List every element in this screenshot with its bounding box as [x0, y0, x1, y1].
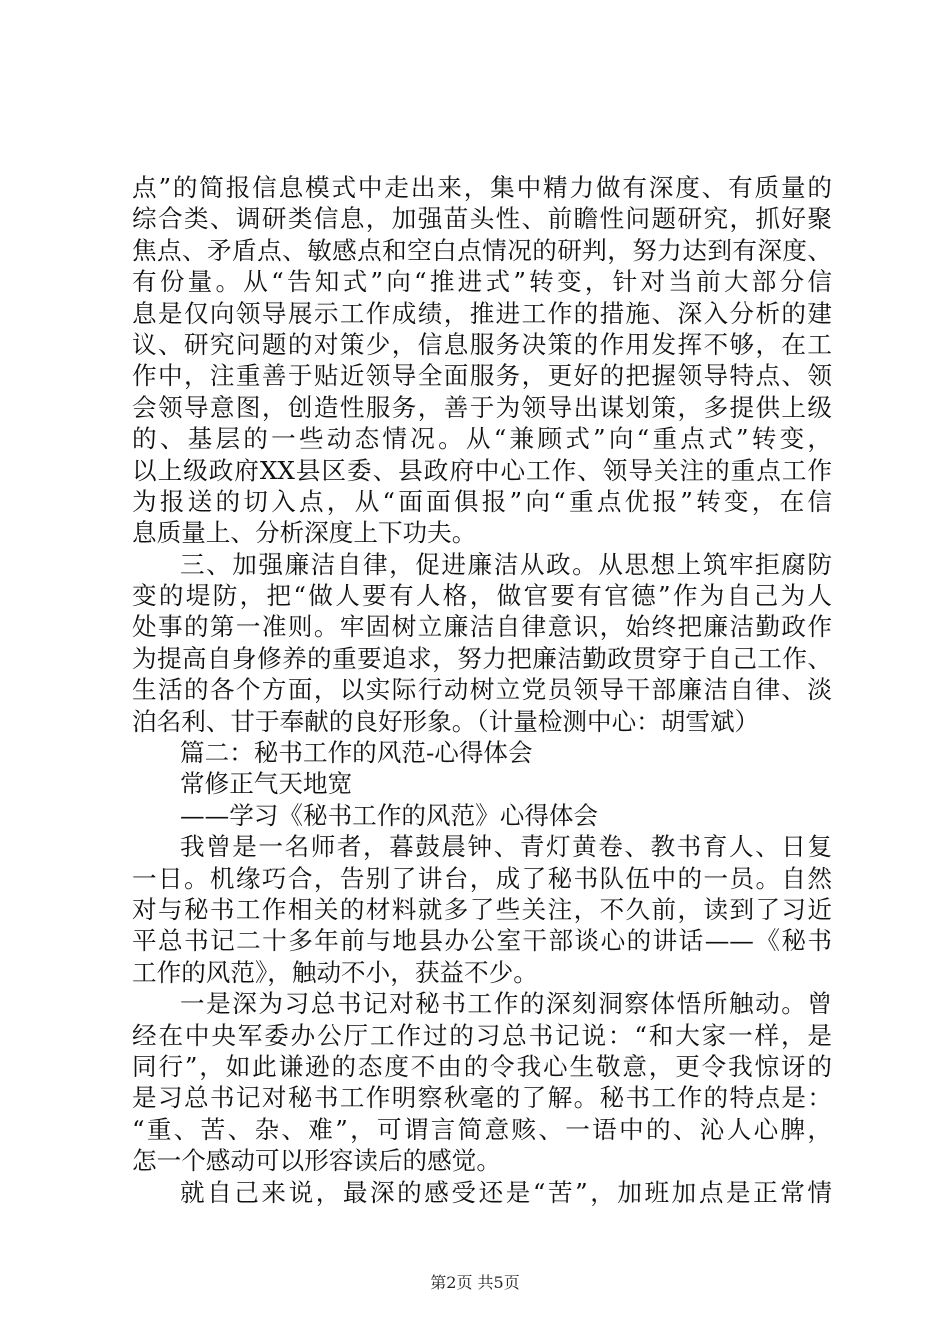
text-line: 变的堤防，把“做人要有人格，做官要有官德”作为自己为人: [132, 581, 832, 611]
text-line: 三、加强廉洁自律，促进廉洁从政。从思想上筑牢拒腐防: [180, 549, 832, 579]
text-line: 点”的简报信息模式中走出来，集中精力做有深度、有质量的: [132, 173, 832, 202]
text-line: 焦点、矛盾点、敏感点和空白点情况的研判，努力达到有深度、: [132, 235, 832, 265]
text-line: 处事的第一准则。牢固树立廉洁自律意识，始终把廉洁勤政作: [132, 612, 832, 642]
document-body: [132, 172, 832, 1208]
text-line: 同行”，如此谦逊的态度不由的令我心生敬意，更令我惊讶的: [132, 1051, 832, 1081]
text-line: 为报送的切入点，从“面面俱报”向“重点优报”转变，在信: [132, 486, 832, 516]
text-line: 泊名利、甘于奉献的良好形象。（计量检测中心：胡雪斌）: [132, 706, 760, 736]
text-line: 怎一个感动可以形容读后的感觉。: [132, 1146, 501, 1176]
text-line: 平总书记二十多年前与地县办公室干部谈心的讲话——《秘书: [132, 926, 832, 956]
text-line: 常修正气天地宽: [180, 769, 353, 799]
text-line: 为提高自身修养的重要追求，努力把廉洁勤政贯穿于自己工作、: [132, 643, 832, 673]
text-line: 作中，注重善于贴近领导全面服务，更好的把握领导特点、领: [132, 361, 832, 391]
text-line: 议、研究问题的对策少，信息服务决策的作用发挥不够，在工: [132, 329, 832, 359]
text-line: 以上级政府XX县区委、县政府中心工作、领导关注的重点工作: [132, 455, 832, 485]
text-line: 工作的风范》，触动不小，获益不少。: [132, 957, 538, 987]
text-line: 的、基层的一些动态情况。从“兼顾式”向“重点式”转变，: [132, 424, 832, 454]
text-line: 一是深为习总书记对秘书工作的深刻洞察体悟所触动。曾: [180, 989, 832, 1019]
text-line: 经在中央军委办公厅工作过的习总书记说：“和大家一样，是: [132, 1020, 832, 1050]
text-line: 息质量上、分析深度上下功夫。: [132, 518, 477, 548]
text-line: 对与秘书工作相关的材料就多了些关注，不久前，读到了习近: [132, 894, 832, 924]
text-line: 是习总书记对秘书工作明察秋毫的了解。秘书工作的特点是：: [132, 1083, 832, 1113]
text-line: 生活的各个方面，以实际行动树立党员领导干部廉洁自律、淡: [132, 675, 832, 705]
text-line: 息是仅向领导展示工作成绩，推进工作的措施、深入分析的建: [132, 298, 832, 328]
text-line: 就自己来说，最深的感受还是“苦”，加班加点是正常情: [180, 1177, 832, 1207]
text-line: 会领导意图，创造性服务，善于为领导出谋划策，多提供上级: [132, 392, 832, 422]
text-line: 一日。机缘巧合，告别了讲台，成了秘书队伍中的一员。自然: [132, 863, 832, 893]
text-line: ——学习《秘书工作的风范》心得体会: [180, 800, 599, 830]
page-footer: 第2页 共5页: [430, 1273, 520, 1292]
text-line: 我曾是一名师者，暮鼓晨钟、青灯黄卷、教书育人、日复: [180, 832, 832, 862]
text-line: “重、苦、杂、难”，可谓言简意赅、一语中的、沁人心脾，: [132, 1114, 832, 1144]
text-line: 综合类、调研类信息，加强苗头性、前瞻性问题研究，抓好聚: [132, 204, 832, 234]
text-line: 篇二：秘书工作的风范-心得体会: [180, 738, 533, 768]
text-line: 有份量。从“告知式”向“推进式”转变，针对当前大部分信: [132, 267, 832, 297]
